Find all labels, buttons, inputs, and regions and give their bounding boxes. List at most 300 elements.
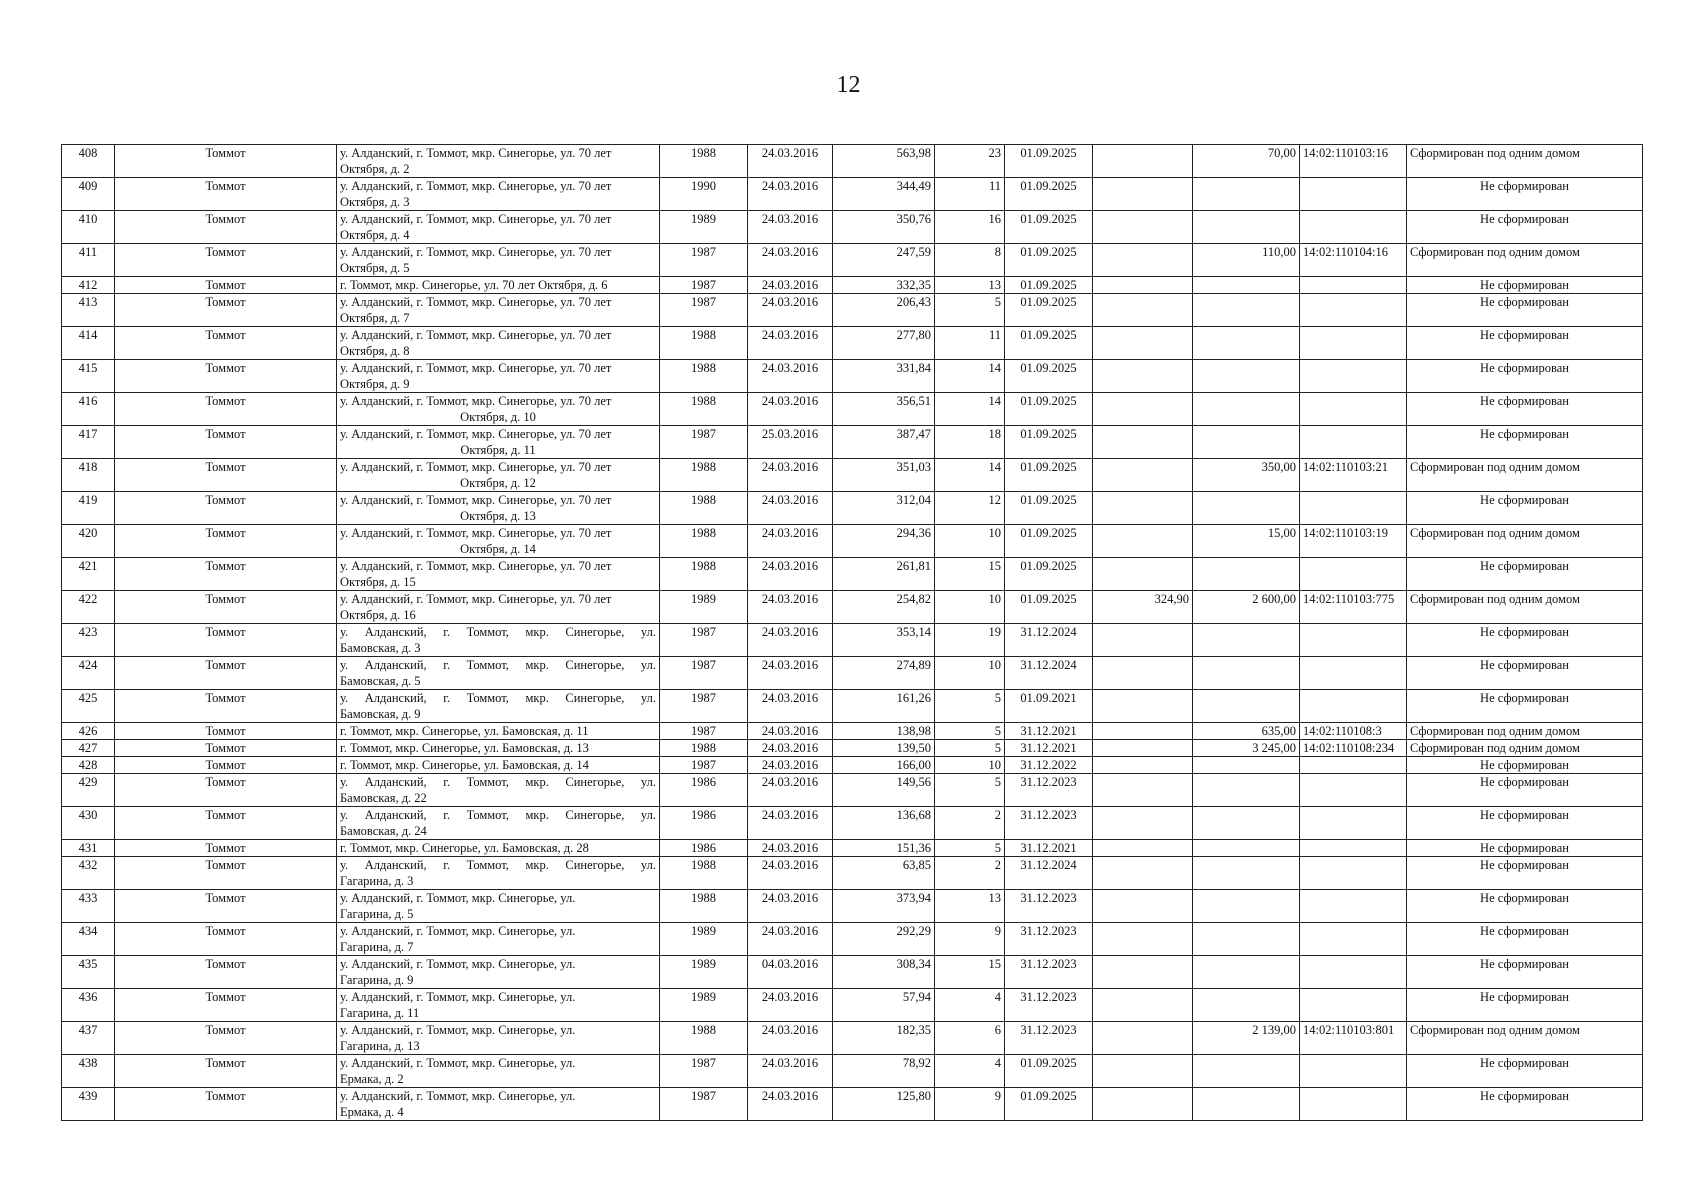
row-residents: 13: [935, 277, 1005, 294]
address-line-1: у. Алданский, г. Томмот, мкр. Синегорье, ул.: [340, 691, 656, 705]
row-land-status: Не сформирован: [1407, 690, 1643, 723]
row-build-year: 1988: [660, 145, 748, 178]
row-settlement: Томмот: [115, 393, 337, 426]
address-line-2: Октября, д. 2: [340, 162, 410, 176]
row-area: 277,80: [833, 327, 935, 360]
row-cadastral-number: [1300, 360, 1407, 393]
row-residents: 5: [935, 840, 1005, 857]
row-settlement: Томмот: [115, 459, 337, 492]
row-address: [337, 857, 660, 890]
row-deadline: 01.09.2025: [1005, 525, 1093, 558]
address-line-1: у. Алданский, г. Томмот, мкр. Синегорье, ул.: [340, 990, 576, 1004]
row-deadline: 01.09.2025: [1005, 459, 1093, 492]
row-address: [337, 690, 660, 723]
row-land-status: Не сформирован: [1407, 1088, 1643, 1121]
row-cadastral-number: [1300, 211, 1407, 244]
address-line-1: у. Алданский, г. Томмот, мкр. Синегорье, ул.: [340, 858, 656, 872]
row-area-2: [1093, 740, 1193, 757]
row-settlement: Томмот: [115, 360, 337, 393]
row-number: 410: [62, 211, 115, 244]
row-date: 24.03.2016: [748, 923, 833, 956]
row-deadline: 01.09.2025: [1005, 393, 1093, 426]
row-cadastral-number: 14:02:110104:16: [1300, 244, 1407, 277]
row-date: 04.03.2016: [748, 956, 833, 989]
row-date: 24.03.2016: [748, 690, 833, 723]
row-area-2: [1093, 393, 1193, 426]
row-number: 431: [62, 840, 115, 857]
row-build-year: 1988: [660, 558, 748, 591]
row-area: 149,56: [833, 774, 935, 807]
row-build-year: 1990: [660, 178, 748, 211]
row-number: 438: [62, 1055, 115, 1088]
row-area: 206,43: [833, 294, 935, 327]
row-address: [337, 956, 660, 989]
row-date: 24.03.2016: [748, 723, 833, 740]
row-settlement: Томмот: [115, 1022, 337, 1055]
row-land-status: Не сформирован: [1407, 890, 1643, 923]
address-line-2: Октября, д. 16: [340, 608, 416, 622]
row-number: 427: [62, 740, 115, 757]
row-settlement: Томмот: [115, 211, 337, 244]
table-row: [62, 1055, 1643, 1088]
row-date: 24.03.2016: [748, 558, 833, 591]
row-build-year: 1989: [660, 956, 748, 989]
row-settlement: Томмот: [115, 426, 337, 459]
row-cadastral-number: [1300, 857, 1407, 890]
row-build-year: 1986: [660, 807, 748, 840]
table-row: [62, 294, 1643, 327]
row-residents: 14: [935, 459, 1005, 492]
row-date: 24.03.2016: [748, 327, 833, 360]
row-address: [337, 393, 660, 426]
address-line-1: у. Алданский, г. Томмот, мкр. Синегорье, ул.: [340, 1023, 576, 1037]
row-build-year: 1987: [660, 657, 748, 690]
row-area: 57,94: [833, 989, 935, 1022]
row-land-status: Не сформирован: [1407, 774, 1643, 807]
address-line-1: у. Алданский, г. Томмот, мкр. Синегорье, ул. 70 лет: [340, 179, 612, 193]
row-date: 24.03.2016: [748, 1022, 833, 1055]
row-date: 24.03.2016: [748, 657, 833, 690]
address-line-1: г. Томмот, мкр. Синегорье, ул. 70 лет Октября, д. 6: [340, 278, 608, 292]
row-build-year: 1988: [660, 857, 748, 890]
row-residents: 5: [935, 690, 1005, 723]
row-area: 138,98: [833, 723, 935, 740]
row-build-year: 1987: [660, 294, 748, 327]
row-deadline: 01.09.2025: [1005, 591, 1093, 624]
row-address: [337, 294, 660, 327]
table-row: [62, 723, 1643, 740]
row-land-area: [1193, 657, 1300, 690]
page-number: 12: [836, 72, 861, 98]
row-number: 414: [62, 327, 115, 360]
row-settlement: Томмот: [115, 723, 337, 740]
row-deadline: 01.09.2025: [1005, 558, 1093, 591]
row-area-2: [1093, 211, 1193, 244]
row-settlement: Томмот: [115, 277, 337, 294]
row-area: 344,49: [833, 178, 935, 211]
table-row: [62, 426, 1643, 459]
row-cadastral-number: [1300, 294, 1407, 327]
row-number: 434: [62, 923, 115, 956]
row-area: 166,00: [833, 757, 935, 774]
row-cadastral-number: [1300, 393, 1407, 426]
address-line-1: у. Алданский, г. Томмот, мкр. Синегорье, ул.: [340, 808, 656, 822]
address-line-2: Октября, д. 3: [340, 195, 410, 209]
row-cadastral-number: [1300, 178, 1407, 211]
row-residents: 10: [935, 757, 1005, 774]
row-deadline: 31.12.2024: [1005, 857, 1093, 890]
row-build-year: 1988: [660, 393, 748, 426]
row-land-status: Не сформирован: [1407, 989, 1643, 1022]
row-residents: 14: [935, 393, 1005, 426]
address-line-1: у. Алданский, г. Томмот, мкр. Синегорье, ул.: [340, 891, 576, 905]
row-date: 24.03.2016: [748, 244, 833, 277]
table-row: [62, 558, 1643, 591]
row-settlement: Томмот: [115, 857, 337, 890]
table-row: [62, 492, 1643, 525]
row-number: 429: [62, 774, 115, 807]
row-address: [337, 657, 660, 690]
row-build-year: 1987: [660, 244, 748, 277]
row-deadline: 31.12.2021: [1005, 840, 1093, 857]
row-settlement: Томмот: [115, 591, 337, 624]
row-land-status: Не сформирован: [1407, 426, 1643, 459]
row-number: 424: [62, 657, 115, 690]
address-line-2: Октября, д. 14: [460, 542, 536, 556]
row-land-area: [1193, 426, 1300, 459]
row-area: 373,94: [833, 890, 935, 923]
table-row: [62, 1088, 1643, 1121]
row-land-status: Сформирован под одним домом: [1407, 591, 1643, 624]
row-address: [337, 145, 660, 178]
row-land-status: Не сформирован: [1407, 327, 1643, 360]
row-settlement: Томмот: [115, 558, 337, 591]
row-address: [337, 774, 660, 807]
row-residents: 6: [935, 1022, 1005, 1055]
row-date: 24.03.2016: [748, 459, 833, 492]
row-number: 422: [62, 591, 115, 624]
address-line-1: у. Алданский, г. Томмот, мкр. Синегорье, ул. 70 лет: [340, 493, 612, 507]
row-build-year: 1988: [660, 360, 748, 393]
row-area-2: [1093, 327, 1193, 360]
address-line-1: у. Алданский, г. Томмот, мкр. Синегорье, ул.: [340, 1056, 576, 1070]
row-cadastral-number: [1300, 989, 1407, 1022]
row-area-2: [1093, 757, 1193, 774]
address-line-2: Октября, д. 7: [340, 311, 410, 325]
row-cadastral-number: [1300, 492, 1407, 525]
registry-body: [62, 145, 1643, 1121]
row-number: 426: [62, 723, 115, 740]
row-residents: 10: [935, 525, 1005, 558]
row-address: [337, 327, 660, 360]
row-cadastral-number: 14:02:110108:234: [1300, 740, 1407, 757]
row-date: 24.03.2016: [748, 360, 833, 393]
row-area-2: [1093, 956, 1193, 989]
address-line-2: Гагарина, д. 7: [340, 940, 414, 954]
row-area: 356,51: [833, 393, 935, 426]
address-line-2: Бамовская, д. 24: [340, 824, 427, 838]
row-area-2: [1093, 890, 1193, 923]
row-deadline: 01.09.2025: [1005, 145, 1093, 178]
row-area-2: [1093, 492, 1193, 525]
table-row: [62, 393, 1643, 426]
row-area: 139,50: [833, 740, 935, 757]
row-date: 25.03.2016: [748, 426, 833, 459]
row-land-status: Сформирован под одним домом: [1407, 723, 1643, 740]
row-land-status: Не сформирован: [1407, 956, 1643, 989]
row-land-status: Сформирован под одним домом: [1407, 525, 1643, 558]
row-land-status: Не сформирован: [1407, 393, 1643, 426]
row-date: 24.03.2016: [748, 757, 833, 774]
table-row: [62, 857, 1643, 890]
row-address: [337, 426, 660, 459]
row-cadastral-number: 14:02:110103:21: [1300, 459, 1407, 492]
row-build-year: 1988: [660, 525, 748, 558]
row-residents: 14: [935, 360, 1005, 393]
row-address: [337, 923, 660, 956]
row-residents: 12: [935, 492, 1005, 525]
row-land-area: 635,00: [1193, 723, 1300, 740]
row-build-year: 1989: [660, 591, 748, 624]
row-land-area: 70,00: [1193, 145, 1300, 178]
address-line-2: Гагарина, д. 9: [340, 973, 414, 987]
row-date: 24.03.2016: [748, 591, 833, 624]
address-line-2: Ермака, д. 4: [340, 1105, 404, 1119]
row-date: 24.03.2016: [748, 492, 833, 525]
row-address: [337, 277, 660, 294]
row-deadline: 31.12.2024: [1005, 624, 1093, 657]
row-deadline: 31.12.2023: [1005, 774, 1093, 807]
row-settlement: Томмот: [115, 757, 337, 774]
row-residents: 16: [935, 211, 1005, 244]
table-row: [62, 145, 1643, 178]
row-area-2: [1093, 1022, 1193, 1055]
row-residents: 15: [935, 956, 1005, 989]
address-line-1: у. Алданский, г. Томмот, мкр. Синегорье, ул. 70 лет: [340, 592, 612, 606]
row-cadastral-number: 14:02:110103:19: [1300, 525, 1407, 558]
address-line-2: Гагарина, д. 11: [340, 1006, 420, 1020]
row-residents: 8: [935, 244, 1005, 277]
row-deadline: 01.09.2025: [1005, 360, 1093, 393]
table-row: [62, 890, 1643, 923]
row-address: [337, 890, 660, 923]
row-land-status: Не сформирован: [1407, 178, 1643, 211]
row-settlement: Томмот: [115, 690, 337, 723]
row-area-2: [1093, 244, 1193, 277]
row-settlement: Томмот: [115, 178, 337, 211]
row-area-2: 324,90: [1093, 591, 1193, 624]
row-address: [337, 525, 660, 558]
table-row: [62, 690, 1643, 723]
row-area-2: [1093, 294, 1193, 327]
table-row: [62, 244, 1643, 277]
row-build-year: 1989: [660, 211, 748, 244]
row-build-year: 1988: [660, 492, 748, 525]
row-settlement: Томмот: [115, 890, 337, 923]
row-area: 63,85: [833, 857, 935, 890]
address-line-2: Октября, д. 11: [460, 443, 536, 457]
row-deadline: 01.09.2025: [1005, 211, 1093, 244]
row-deadline: 01.09.2025: [1005, 244, 1093, 277]
row-cadastral-number: 14:02:110103:801: [1300, 1022, 1407, 1055]
table-row: [62, 1022, 1643, 1055]
row-cadastral-number: [1300, 657, 1407, 690]
row-settlement: Томмот: [115, 840, 337, 857]
address-line-1: у. Алданский, г. Томмот, мкр. Синегорье, ул.: [340, 924, 576, 938]
row-number: 428: [62, 757, 115, 774]
row-build-year: 1989: [660, 989, 748, 1022]
table-row: [62, 923, 1643, 956]
row-address: [337, 211, 660, 244]
row-deadline: 31.12.2023: [1005, 807, 1093, 840]
table-row: [62, 178, 1643, 211]
address-line-2: Бамовская, д. 5: [340, 674, 421, 688]
row-cadastral-number: [1300, 807, 1407, 840]
row-deadline: 01.09.2025: [1005, 294, 1093, 327]
row-land-status: Не сформирован: [1407, 558, 1643, 591]
row-residents: 11: [935, 178, 1005, 211]
row-number: 436: [62, 989, 115, 1022]
row-cadastral-number: [1300, 558, 1407, 591]
row-land-area: [1193, 277, 1300, 294]
row-build-year: 1986: [660, 774, 748, 807]
row-settlement: Томмот: [115, 1055, 337, 1088]
address-line-2: Октября, д. 8: [340, 344, 410, 358]
row-settlement: Томмот: [115, 145, 337, 178]
row-date: 24.03.2016: [748, 807, 833, 840]
row-date: 24.03.2016: [748, 857, 833, 890]
row-area-2: [1093, 277, 1193, 294]
row-number: 439: [62, 1088, 115, 1121]
address-line-1: г. Томмот, мкр. Синегорье, ул. Бамовская, д. 11: [340, 724, 589, 738]
table-row: [62, 840, 1643, 857]
table-row: [62, 657, 1643, 690]
row-area-2: [1093, 558, 1193, 591]
row-settlement: Томмот: [115, 624, 337, 657]
row-settlement: Томмот: [115, 657, 337, 690]
row-deadline: 31.12.2024: [1005, 657, 1093, 690]
row-settlement: Томмот: [115, 774, 337, 807]
row-area-2: [1093, 426, 1193, 459]
address-line-1: у. Алданский, г. Томмот, мкр. Синегорье, ул. 70 лет: [340, 427, 612, 441]
row-deadline: 01.09.2025: [1005, 1055, 1093, 1088]
row-number: 409: [62, 178, 115, 211]
row-address: [337, 840, 660, 857]
row-date: 24.03.2016: [748, 774, 833, 807]
address-line-1: у. Алданский, г. Томмот, мкр. Синегорье, ул.: [340, 775, 656, 789]
row-settlement: Томмот: [115, 1088, 337, 1121]
row-number: 415: [62, 360, 115, 393]
row-date: 24.03.2016: [748, 890, 833, 923]
address-line-2: Гагарина, д. 3: [340, 874, 414, 888]
row-settlement: Томмот: [115, 492, 337, 525]
table-row: [62, 740, 1643, 757]
row-settlement: Томмот: [115, 244, 337, 277]
row-area-2: [1093, 923, 1193, 956]
row-address: [337, 459, 660, 492]
row-area: 563,98: [833, 145, 935, 178]
address-line-2: Бамовская, д. 22: [340, 791, 427, 805]
row-area-2: [1093, 657, 1193, 690]
table-row: [62, 360, 1643, 393]
row-build-year: 1987: [660, 723, 748, 740]
row-deadline: 31.12.2023: [1005, 1022, 1093, 1055]
row-build-year: 1988: [660, 890, 748, 923]
address-line-1: у. Алданский, г. Томмот, мкр. Синегорье, ул. 70 лет: [340, 295, 612, 309]
table-row: [62, 327, 1643, 360]
address-line-1: у. Алданский, г. Томмот, мкр. Синегорье, ул.: [340, 1089, 576, 1103]
row-address: [337, 492, 660, 525]
row-land-area: [1193, 690, 1300, 723]
address-line-1: у. Алданский, г. Томмот, мкр. Синегорье, ул. 70 лет: [340, 212, 612, 226]
row-settlement: Томмот: [115, 327, 337, 360]
row-deadline: 01.09.2021: [1005, 690, 1093, 723]
row-address: [337, 723, 660, 740]
row-area: 247,59: [833, 244, 935, 277]
row-deadline: 01.09.2025: [1005, 178, 1093, 211]
row-build-year: 1987: [660, 757, 748, 774]
row-deadline: 31.12.2023: [1005, 956, 1093, 989]
row-land-area: [1193, 393, 1300, 426]
row-residents: 10: [935, 591, 1005, 624]
row-cadastral-number: [1300, 426, 1407, 459]
address-line-2: Октября, д. 10: [460, 410, 536, 424]
row-area-2: [1093, 1088, 1193, 1121]
row-number: 433: [62, 890, 115, 923]
row-area-2: [1093, 857, 1193, 890]
row-deadline: 01.09.2025: [1005, 1088, 1093, 1121]
row-number: 411: [62, 244, 115, 277]
row-land-area: [1193, 923, 1300, 956]
row-area: 312,04: [833, 492, 935, 525]
address-line-2: Октября, д. 15: [340, 575, 416, 589]
row-area-2: [1093, 840, 1193, 857]
row-number: 418: [62, 459, 115, 492]
address-line-1: у. Алданский, г. Томмот, мкр. Синегорье, ул. 70 лет: [340, 394, 612, 408]
row-land-area: [1193, 840, 1300, 857]
row-date: 24.03.2016: [748, 624, 833, 657]
row-address: [337, 178, 660, 211]
address-line-1: г. Томмот, мкр. Синегорье, ул. Бамовская, д. 13: [340, 741, 589, 755]
row-area: 136,68: [833, 807, 935, 840]
row-area: 254,82: [833, 591, 935, 624]
address-line-2: Октября, д. 4: [340, 228, 410, 242]
row-land-area: 15,00: [1193, 525, 1300, 558]
row-cadastral-number: [1300, 956, 1407, 989]
address-line-1: у. Алданский, г. Томмот, мкр. Синегорье, ул. 70 лет: [340, 460, 612, 474]
address-line-2: Ермака, д. 2: [340, 1072, 404, 1086]
row-date: 24.03.2016: [748, 294, 833, 327]
row-area-2: [1093, 525, 1193, 558]
row-area-2: [1093, 360, 1193, 393]
row-cadastral-number: [1300, 624, 1407, 657]
row-cadastral-number: 14:02:110103:16: [1300, 145, 1407, 178]
row-land-status: Не сформирован: [1407, 360, 1643, 393]
row-cadastral-number: 14:02:110103:775: [1300, 591, 1407, 624]
row-build-year: 1987: [660, 1055, 748, 1088]
row-deadline: 31.12.2021: [1005, 740, 1093, 757]
row-number: 432: [62, 857, 115, 890]
row-residents: 2: [935, 807, 1005, 840]
row-residents: 13: [935, 890, 1005, 923]
row-number: 412: [62, 277, 115, 294]
address-line-2: Октября, д. 13: [460, 509, 536, 523]
table-row: [62, 591, 1643, 624]
row-area: 274,89: [833, 657, 935, 690]
row-date: 24.03.2016: [748, 178, 833, 211]
address-line-1: г. Томмот, мкр. Синегорье, ул. Бамовская, д. 28: [340, 841, 589, 855]
address-line-2: Гагарина, д. 5: [340, 907, 414, 921]
